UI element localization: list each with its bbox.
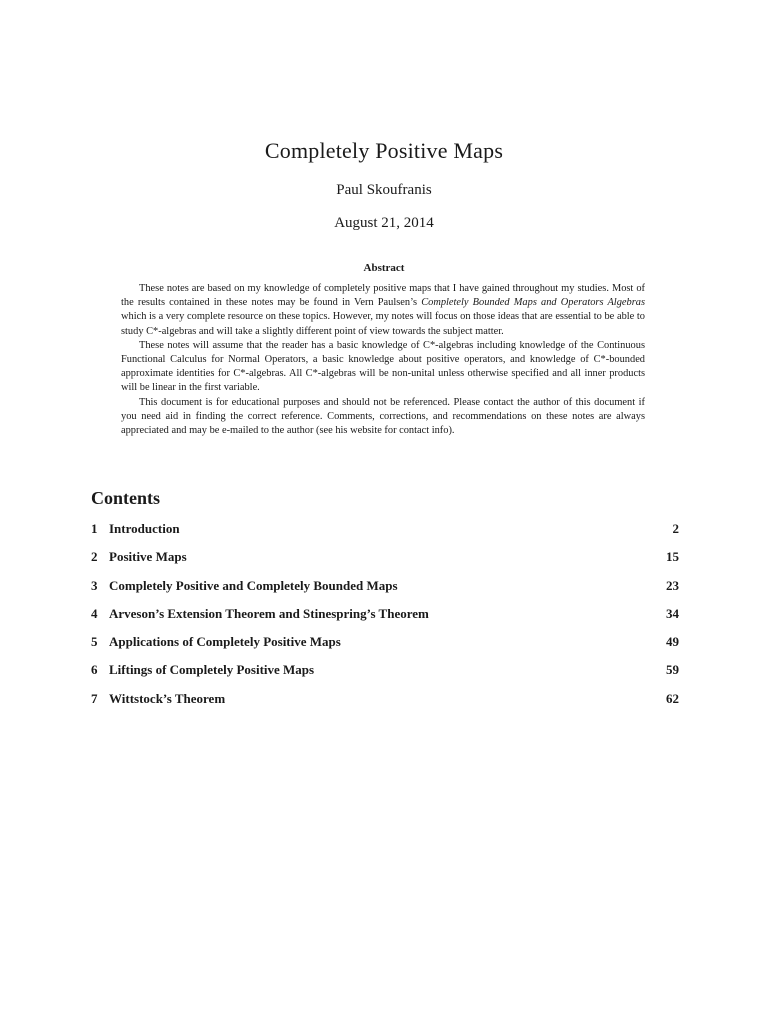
abstract-p1-book-title: Completely Bounded Maps and Operators Algebras — [421, 297, 645, 309]
abstract-body — [121, 282, 645, 438]
table-of-contents — [91, 521, 679, 719]
toc-entry[interactable] — [91, 521, 679, 549]
toc-entry[interactable] — [91, 634, 679, 662]
toc-entry-number: 2 — [91, 549, 98, 565]
toc-entry[interactable] — [91, 691, 679, 719]
toc-entry[interactable] — [91, 549, 679, 577]
toc-entry-page: 59 — [666, 662, 679, 678]
toc-entry-number: 6 — [91, 662, 98, 678]
toc-entry-number: 1 — [91, 521, 98, 536]
contents-heading: Contents — [91, 488, 161, 508]
toc-entry-number: 5 — [91, 634, 98, 650]
toc-entry-title: Positive Maps — [109, 549, 187, 565]
toc-entry-number: 3 — [91, 577, 98, 593]
toc-entry[interactable] — [91, 606, 679, 634]
toc-entry-page: 2 — [672, 521, 679, 536]
toc-entry-page: 15 — [666, 549, 679, 565]
toc-entry-title: Completely Positive and Completely Bounded Maps — [109, 577, 398, 593]
toc-entry-title: Introduction — [109, 521, 180, 536]
abstract-p1-text-a: These notes are based on my knowledge of completely positive maps that I have gained throughout my studies. Most of the results contained in these notes may be found in Vern Paulsen’s — [121, 283, 645, 309]
toc-entry-title: Liftings of Completely Positive Maps — [109, 662, 315, 678]
toc-entry-title: Applications of Completely Positive Maps — [109, 634, 341, 650]
toc-entry-page: 34 — [666, 605, 679, 621]
toc-entry-number: 7 — [91, 690, 98, 706]
toc-entry-title: Wittstock’s Theorem — [109, 690, 226, 706]
toc-entry[interactable] — [91, 578, 679, 606]
toc-entry-title: Arveson’s Extension Theorem and Stinespring’s Theorem — [109, 605, 429, 621]
toc-entry-page: 49 — [666, 634, 679, 650]
toc-entry[interactable] — [91, 662, 679, 690]
toc-entry-page: 62 — [666, 690, 679, 706]
document-title: Completely Positive Maps — [264, 138, 504, 163]
abstract-paragraph-1 — [121, 282, 645, 339]
abstract-p1-text-b: which is a very complete resource on these topics. However, my notes will focus on those ideas that are essential to be able to study C*-algebras and will take a slightly different point of view towards the subject matter. — [121, 311, 645, 337]
document-date: August 21, 2014 — [334, 215, 434, 231]
abstract-paragraph-3: This document is for educational purposes and should not be referenced. Please contact the author of this document if you need aid in finding the correct reference. Comments, corrections, and recommendations on these notes are always appreciated and may be e-mailed to the author (see his website for contact info). — [121, 396, 645, 437]
toc-entry-number: 4 — [91, 605, 98, 621]
abstract-heading: Abstract — [363, 262, 405, 274]
abstract-paragraph-2: These notes will assume that the reader has a basic knowledge of C*-algebras including knowledge of the Continuous Functional Calculus for Normal Operators, a basic knowledge about positive operators, and knowledge of C*-bounded approximate identities for C*-algebras. All C*-algebras will be non-unital unless otherwise specified and all inner products will be linear in the first variable. — [121, 339, 645, 394]
author-name: Paul Skoufranis — [336, 182, 432, 198]
toc-entry-page: 23 — [666, 577, 679, 593]
